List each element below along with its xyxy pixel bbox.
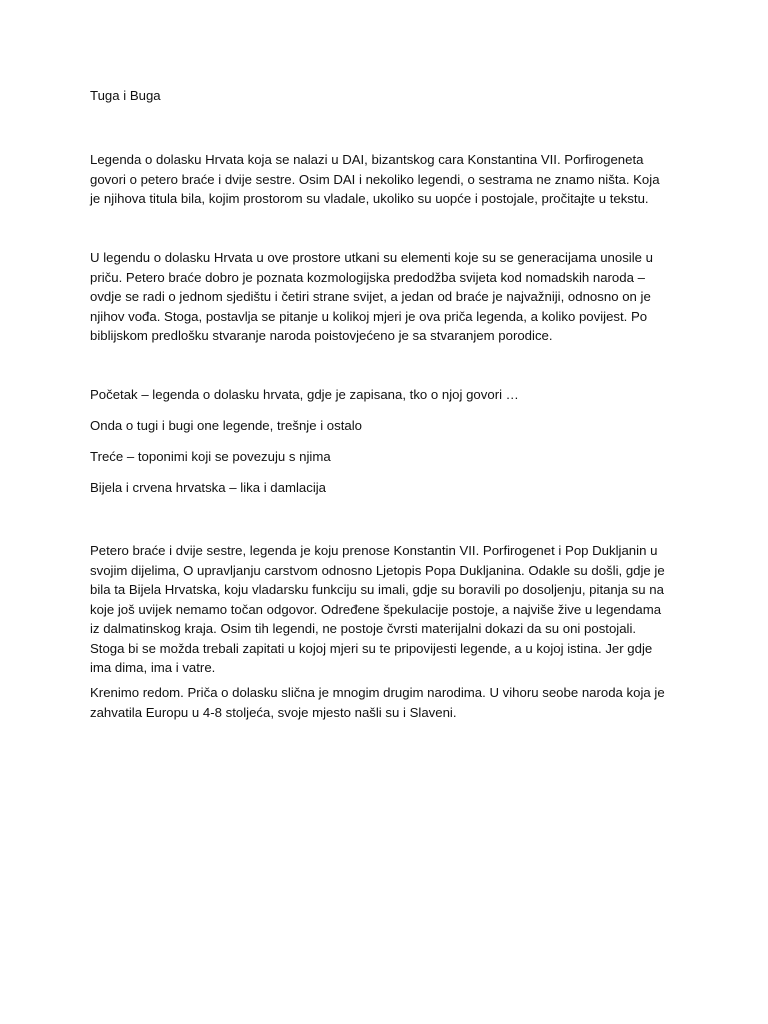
outline-item: Početak – legenda o dolasku hrvata, gdje je zapisana, tko o njoj govori … — [90, 387, 519, 402]
legend-elements-paragraph: U legendu o dolasku Hrvata u ove prostore utkani su elementi koje su se generacijama unosile u priču. Petero braće dobro je poznata kozmologijska predodžba svijeta kod nomadskih naroda – ovdje se radi o jednom sjedištu i četiri strane svijet, a jedan od braće je najvažniji, odnosno on je njihov vođa. Stoga, postavlja se pitanje u kolikoj mjeri je ova priča legenda, a koliko povijest. Po biblijskom predlošku stvaranje naroda poistovjećeno je sa stvaranjem porodice. — [90, 250, 653, 343]
outline-item: Onda o tugi i bugi one legende, trešnje i ostalo — [90, 418, 362, 433]
outline-list — [90, 385, 670, 509]
migration-paragraph: Krenimo redom. Priča o dolasku slična je mnogim drugim narodima. U vihoru seobe naroda koja je zahvatila Europu u 4-8 stoljeća, svoje mjesto našli su i Slaveni. — [90, 685, 665, 720]
intro-paragraph: Legenda o dolasku Hrvata koja se nalazi u DAI, bizantskog cara Konstantina VII. Porfirogeneta govori o petero braće i dvije sestre. Osim DAI i nekoliko legendi, o sestrama ne znamo ništa. Koja je njihova titula bila, kojim prostorom su vladale, ukoliko su uopće i postojale, pročitajte u tekstu. — [90, 152, 660, 206]
five-brothers-paragraph: Petero braće i dvije sestre, legenda je koju prenose Konstantin VII. Porfirogenet i Pop Dukljanin u svojim dijelima, O upravljanju carstvom odnosno Ljetopis Popa Dukljanina. Odakle su došli, gdje je bila ta Bijela Hrvatska, koju vladarsku funkciju su imali, gdje su boravili po dosoljenju, pitanja su na koje još uvijek nemamo točan odgovor. Određene špekulacije postoje, a najviše žive u legendama iz dalmatinskog kraja. Osim tih legendi, ne postoje čvrsti materijalni dokazi da su oni postojali. Stoga bi se možda trebali zapitati u kojoj mjeri su te pripovijesti legende, a u kojoj istina. Jer gdje ima dima, ima i vatre. — [90, 543, 665, 675]
outline-item: Bijela i crvena hrvatska – lika i damlacija — [90, 480, 327, 495]
document-title: Tuga i Buga — [90, 88, 161, 103]
outline-item: Treće – toponimi koji se povezuju s njima — [90, 449, 331, 464]
